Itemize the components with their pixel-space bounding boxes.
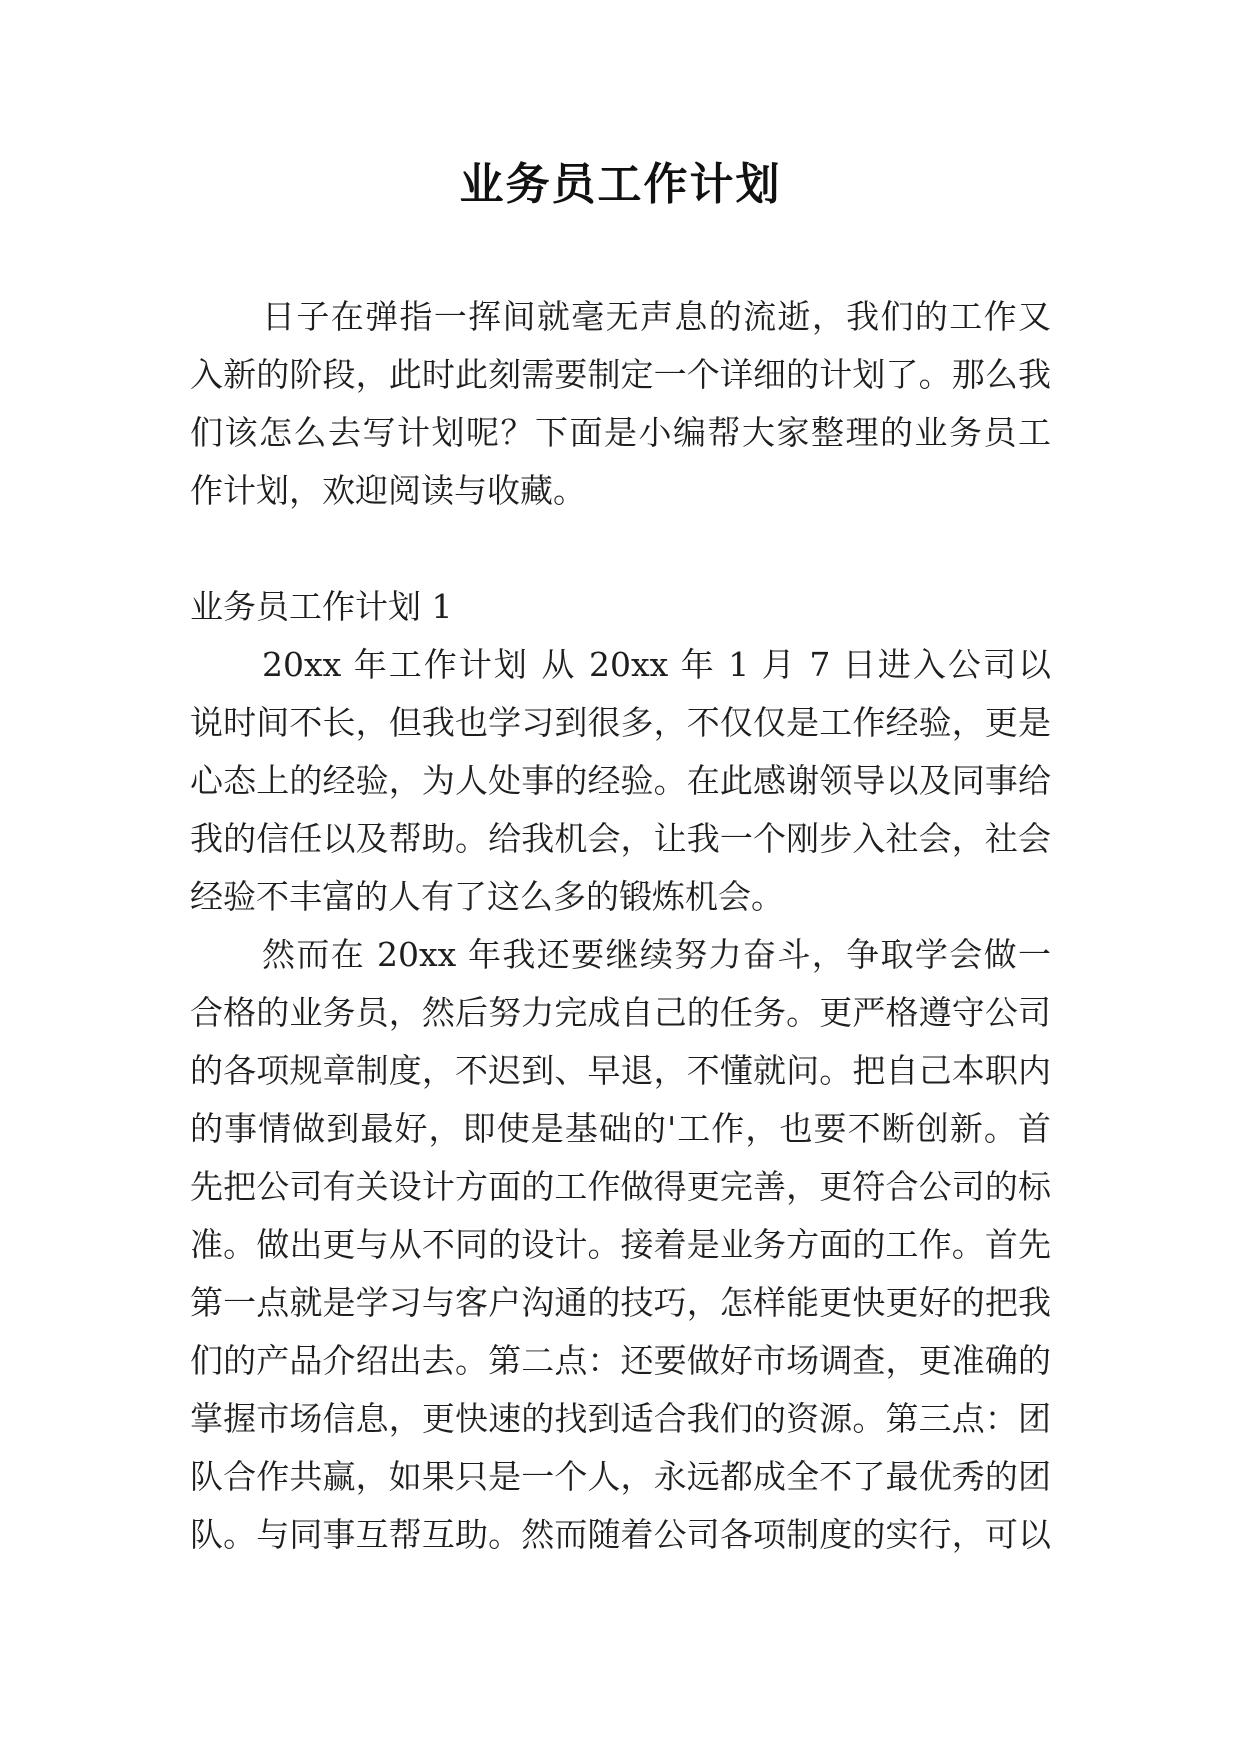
paragraph-line: 作计划，欢迎阅读与收藏。 (190, 471, 586, 510)
paragraph-line: 20xx 年工作计划 从 20xx 年 1 月 7 日进入公司以 (262, 645, 1051, 684)
paragraph-line: 入新的阶段，此时此刻需要制定一个详细的计划了。那么我 (190, 355, 1051, 394)
document-body (190, 288, 1051, 1564)
paragraph-line: 队。与同事互帮互助。然而随着公司各项制度的实行，可以 (190, 1515, 1051, 1554)
paragraph (190, 926, 1051, 1564)
paragraph-line: 的各项规章制度，不迟到、早退，不懂就问。把自己本职内 (190, 1051, 1051, 1090)
paragraph-line: 先把公司有关设计方面的工作做得更完善，更符合公司的标 (190, 1167, 1051, 1206)
paragraph-line: 队合作共赢，如果只是一个人，永远都成全不了最优秀的团 (190, 1457, 1051, 1496)
section-heading: 业务员工作计划 1 (190, 587, 453, 626)
paragraph-line: 准。做出更与从不同的设计。接着是业务方面的工作。首先 (190, 1225, 1051, 1264)
intro-paragraph (190, 288, 1051, 520)
paragraph-line: 第一点就是学习与客户沟通的技巧，怎样能更快更好的把我 (190, 1283, 1051, 1322)
paragraph-line: 的事情做到最好，即使是基础的'工作，也要不断创新。首 (190, 1109, 1051, 1148)
paragraph-line: 说时间不长，但我也学习到很多，不仅仅是工作经验，更是 (190, 703, 1051, 742)
paragraph-line: 们的产品介绍出去。第二点：还要做好市场调查，更准确的 (190, 1341, 1051, 1380)
paragraph-line: 们该怎么去写计划呢？下面是小编帮大家整理的业务员工 (190, 413, 1051, 452)
paragraph-line: 然而在 20xx 年我还要继续努力奋斗，争取学会做一 (262, 935, 1051, 974)
paragraph (190, 636, 1051, 926)
paragraph-line: 心态上的经验，为人处事的经验。在此感谢领导以及同事给 (190, 761, 1051, 800)
document-title: 业务员工作计划 (459, 159, 782, 210)
paragraph-line: 合格的业务员，然后努力完成自己的任务。更严格遵守公司 (190, 993, 1051, 1032)
paragraph-line: 我的信任以及帮助。给我机会，让我一个刚步入社会，社会 (190, 819, 1051, 858)
paragraph-line: 日子在弹指一挥间就毫无声息的流逝，我们的工作又 (262, 297, 1051, 336)
paragraph-line: 掌握市场信息，更快速的找到适合我们的资源。第三点：团 (190, 1399, 1051, 1438)
paragraph-line: 经验不丰富的人有了这么多的锻炼机会。 (190, 877, 784, 916)
